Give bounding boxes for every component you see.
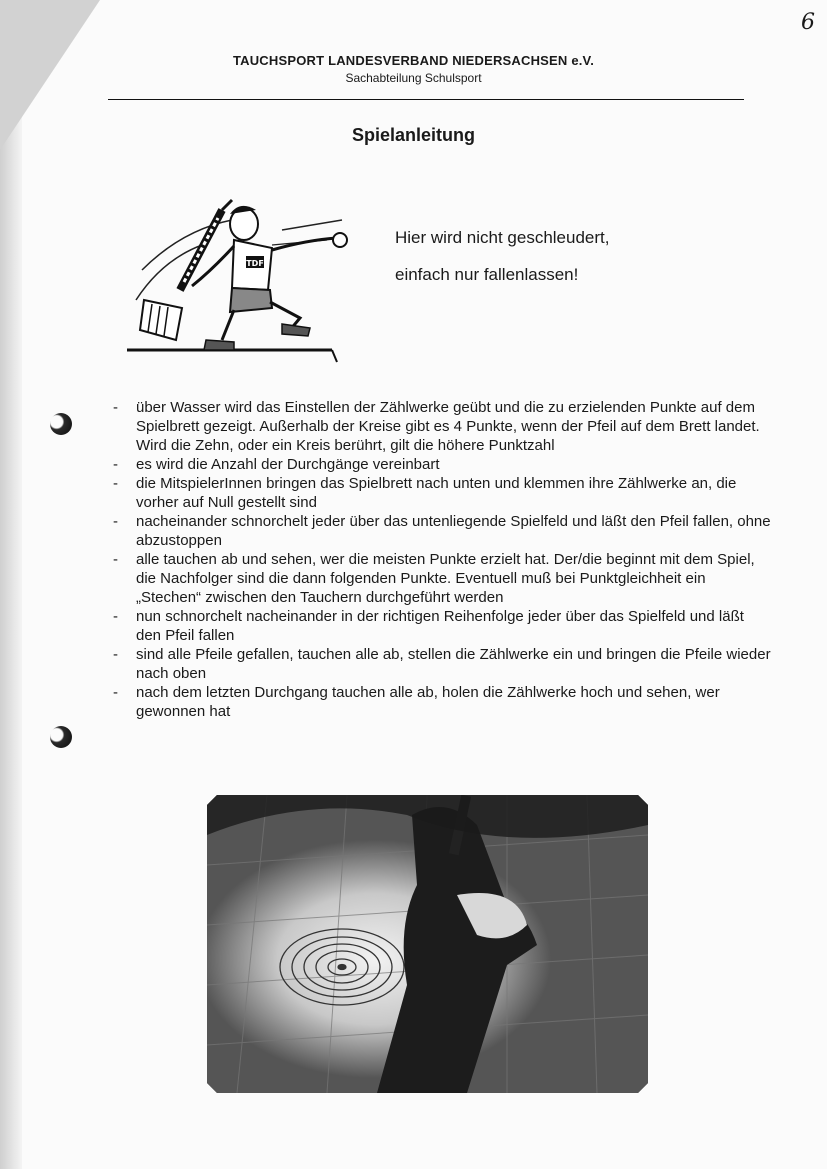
document-title: Spielanleitung [351, 125, 475, 145]
list-item-text: über Wasser wird das Einstellen der Zählwerke geübt und die zu erzielenden Punkte auf dem Spielbrett gezeigt. Außerhalb der Kreise gibt es 4 Punkte, wenn der Pfeil auf dem Brett landet. Wird die Zehn, oder ein Kreis berührt, gilt die höhere Punktzahl [136, 399, 760, 454]
dart-thrower-illustration-icon [122, 190, 362, 366]
list-item [113, 607, 773, 645]
list-bullet: - [113, 551, 118, 568]
illustration-caption-line-2: einfach nur fallenlassen! [395, 265, 579, 284]
list-item-text: sind alle Pfeile gefallen, tauchen alle ab, stellen die Zählwerke ein und bringen die Pfeile wieder nach oben [136, 646, 771, 682]
list-bullet: - [113, 684, 118, 701]
underwater-dart-board-photo-icon [207, 795, 648, 1093]
list-item-text: es wird die Anzahl der Durchgänge vereinbart [136, 456, 440, 473]
list-bullet: - [113, 608, 118, 625]
page-number: 6 [801, 10, 815, 35]
list-item-text: nach dem letzten Durchgang tauchen alle ab, holen die Zählwerke hoch und sehen, wer gewonnen hat [136, 684, 720, 720]
list-bullet: - [113, 456, 118, 473]
page-edge-shadow [0, 0, 22, 1169]
department-name: Sachabteilung Schulsport [345, 71, 482, 85]
list-bullet: - [113, 399, 118, 416]
punch-hole-top [50, 413, 72, 435]
list-item [113, 474, 773, 512]
list-item [113, 455, 773, 474]
list-item [113, 398, 773, 455]
list-item [113, 645, 773, 683]
list-bullet: - [113, 475, 118, 492]
list-item [113, 683, 773, 721]
punch-hole-bottom [50, 726, 72, 748]
list-bullet: - [113, 646, 118, 663]
list-bullet: - [113, 513, 118, 530]
illustration-caption-line-1: Hier wird nicht geschleudert, [395, 228, 610, 247]
instructions-list [113, 398, 773, 721]
organization-name: TAUCHSPORT LANDESVERBAND NIEDERSACHSEN e.V. [232, 53, 595, 68]
list-item-text: alle tauchen ab und sehen, wer die meisten Punkte erzielt hat. Der/die beginnt mit dem Spiel, die Nachfolger sind die dann folgenden Punkte. Eventuell muß bei Punktgleichheit ein „Stechen“ zwischen den Tauchern durchgeführt werden [136, 551, 755, 606]
list-item-text: nun schnorchelt nacheinander in der richtigen Reihenfolge jeder über das Spielfeld und läßt den Pfeil fallen [136, 608, 744, 644]
list-item-text: die MitspielerInnen bringen das Spielbrett nach unten und klemmen ihre Zählwerke an, die vorher auf Null gestellt sind [136, 475, 737, 511]
shirt-logo: TDF [246, 259, 264, 268]
list-item [113, 512, 773, 550]
header-rule [108, 99, 744, 100]
list-item-text: nacheinander schnorchelt jeder über das untenliegende Spielfeld und läßt den Pfeil fallen, ohne abzustoppen [136, 513, 771, 549]
list-item [113, 550, 773, 607]
